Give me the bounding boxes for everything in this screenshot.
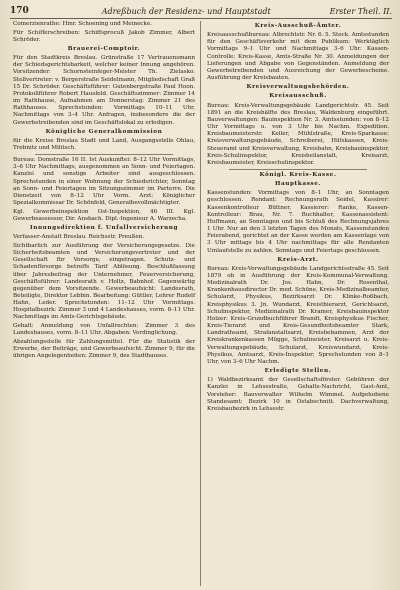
- part-label: Erster Theil. II.: [329, 6, 392, 16]
- section-heading: Kreisverwaltungsbehörden.: [246, 84, 350, 91]
- columns: [10, 21, 392, 586]
- paragraph: Bureau: Kreis-Verwaltungsgebäude Landgerichtsstraße 45. Seit 1879 ob in Ausführung der Kreis-Kommunal-Verwaltung. Medizinalrath Dr. Jos. Hahn, Dr. Rosenthal, Krankenhausdirector Dr. med. Schöne, Kreis-Medizinalbeamter, Schularzt, Physikus, Bezirksarzt Dr. Klinke-Roßbach, Kreisphysikus 3. Jn. Wundarzt, Kreisthierarzt, Gerichtsarzt, Schulinspektor, Medizinalrath Dr. Kramer, Kreisbauinspektor Holzer: Kreis-Grundbuchführer Brandt, Kreisphysikus Fischer, Kreis-Tierarzt und Kreis-Gesundheitsbeamter Stark, Landrathsamt, Strafanstaltsarzt, Kreishebammen, Arzt der Kreiskrankenkassen Mügge, Schulmeister, Kreisarzt u. Kreis-Verwaltungsgebäude, Schularzt, Kreiswundarzt, Kreis-Physikus, Amtsarzt, Kreis-Inspektor; Sprechstunden von 8–1 Uhr, von 3–6 Uhr Nachm.: [207, 265, 389, 365]
- paragraph: Kgl. Gewerbeinspektion Ost-Inspektion, 46 III. Kgl. Gewerbeassessor, Dir. Ansbach. Dipl.-Ingenieur A. Warzecha.: [13, 208, 195, 222]
- section-heading: Kreisausschuß.: [269, 93, 327, 100]
- paragraph: Für den Stadtkreis Breslau. Grünstraße 17 Vertrauensmann der Schiedsgerichtsbarkeit, welcher keiner Innung angehören. Vorsitzender: Schornsteinfeger-Meister Th. Zielasko. Stellvertreter: v. Bergerstraße Seidelmann, Mitgliedschaft Graß 15 Dr. Schröder. Geschäftsführer: Gutenbergstraße Paul Hoon. Protokollführer Robert Hausfeld. Geschäftszimmer: Zimmer 14 im Rathhause, Aufnahmen am Donnerstag: Zimmer 21 des Rathhauses. Sprechstunden: Vormittags 10–11 Uhr, Nachmittags von 3–4 Uhr. Anfragen, insbesondere die der Gewerbetreibenden sind im Geschäftslokal zu erledigen.: [13, 55, 195, 126]
- paragraph: für die Kreise Breslau Stadt und Land, Ausgangsstelle Ohlau, Trebnitz und Militsch.: [13, 137, 195, 151]
- paragraph: Verfasser-Anstalt Breslau. Reichsstr. Preußen.: [13, 234, 145, 241]
- section-heading: Brauerei-Comptoir.: [67, 45, 141, 52]
- section-heading: Königliche Generalkommission: [45, 128, 163, 135]
- paragraph: Bureau: Kreis-Verwaltungsgebäude Landgerichtstr. 45. Seit 1891 an die Kreishälfte des Breslau, Waldenburg eingeführt. Bauverwaltungen: Bauinspektion Nr. 3. Amtsstunden: von 8–12 Uhr Vormittags u. von 3 Uhr bis Nachm. Expedition. Kreisbaumeisterstr. Keller, Mühlstraße, Kreis-Sparkasse: Kreisverwaltungsgebäude, Schreiberei, Hilfskassen, Kreis-Steueramt und Kreisverwaltung, Kreisbahn, Kreisbauinspektor, Kreis-Schulinspektor, Kreisheilanstalt, Kreisarzt, Kreisbaumeister, Kreisschulinspektor.: [207, 102, 389, 166]
- section-divider: [35, 154, 173, 155]
- section-heading: Kreis-Ausschuß-Ämter.: [254, 23, 342, 29]
- paragraph: Gehalt: Anmeldung von Unfallrechten: Zimmer 3 des Landeshauses, vorm. 8–11 Uhr. Abgaben: Verdinglichung.: [13, 323, 195, 337]
- section-heading: Hauptkasse.: [274, 181, 322, 188]
- section-heading: Erledigte Stellen.: [264, 368, 332, 375]
- paragraph: Kassenstunden: Vormittags von 8–1 Uhr, an Sonntagen geschlossen. Rendant: Rechnungsrath Seidel, Kassirer: Kassenkontrolleur Büttner, Kassierer: Ranke, Kassen-Kontrolleur: Brau, Nr. 7. Buchhalter, Kassenassistent: Hoffmann, an Sonntagen und bis Schluß des Rechnungsjahres 1 Uhr. Nur an den 3 letzten Tagen des Monats, Kassenstunden Feierabend, gerichtet an der Kasse werden am Kassentage von 3 Uhr mittags bis 4 Uhr nachmittags für alle Rendanten Umlaufstelle zu zahlen. Sonntags und Feiertags geschlossen.: [207, 190, 389, 254]
- section-heading: Königl. Kreis-Kasse.: [259, 171, 337, 178]
- page-header: [10, 4, 392, 19]
- paragraph: 1) Waldbezirksamt der Gesellschaftsförster. Gebühren der Kanzlei in Lehsestraße, Gehalts-Nachricht, Gast-Amt, Vorsteher: Bauverwalter Wilhelm Wimmel. Aufgehobene Standesamt: Bezirk 10 in Ostabschnitt. Dachverwaltung, Kreisbaubezirk in Lehsestr.: [207, 377, 389, 412]
- running-title: Adreßbuch der Residenz- und Hauptstadt: [101, 6, 271, 16]
- right-column: [201, 21, 392, 586]
- paragraph: Comerzienrathe: Hinr. Schoening und Meinecke.: [13, 21, 152, 27]
- paragraph: Bureau: Domstraße 16 II. Ist Auskunftei: 8–12 Uhr Vormittags, 3–6 Uhr Nachmittags, ausgenommen an Sonn- und Feiertagen. Kanzlei und sonstige Arbeiter sind ausgeschlossen. Sprechstunden in einer Wohnung der Schiedsrichter, Sonntag an Sonn- und Feiertagen im Sitzungszimmer im Parterre. Die Dienstzeit von 8–12 Uhr Vorm. Arzt: Königlicher Spezialkommissar Dr. Schönfeld, Generalbevollmächtigter.: [13, 157, 195, 207]
- left-column: [10, 21, 201, 586]
- paragraph: Kreisausschußbureau: Albrechtstr. Nr. 6. 5. Stock. Amtsstunden für den Geschäftsverkehr mit dem Publikum: Werktäglich Vormittags 9–1 Uhr und Nachmittags 3–6 Uhr. Kassen-Controlle: Kreis-Kasse, Amts-Straße Nr. 30. Anmeldungen der Lieferungen und Abgabe von Gegenständen. Anmeldung der Gewerbetreibenden und Ausreichung der Gewerbescheine. Ausführung der Kreisbauten.: [207, 32, 389, 82]
- section-divider: [229, 169, 367, 170]
- paragraph: Für Schifferschreiben: Schiffsprocuß Jakob Zimmer, Albert Schröder.: [13, 29, 195, 43]
- page-number: 170: [10, 6, 29, 16]
- paragraph: Sichtbarlich zur Ausführung der Versicherungsgesetze. Die Sicherheitsbeamten und Versicherungsvertreter und der Gesellschaft für Vorsorge, eingetragen. Schutz- und Schadenfürsorge betreffs Tarif Ablösung. Beschlußfassung über Jahresbeitrag der Unternehmer, Feuerversicherung, Geschäftsführer: Landesrath v. Holtz, Bahnhof. Gegenwärtig gegenüber dem Vorsitzende. Gewerbeaufsicht: Landesrath, Beteiligte, Direktor Lebbin. Bearbeitung: Güttler, Lehrer Rudolf Hahn, Leder. Sprechstunden: 11–12 Uhr Vormittags. Hospitalbezirk: Zimmer 3 und 4 Landeshauses, vorm. 8–11 Uhr. Nachmittags im Amts-Gerichtsgebäude.: [13, 242, 195, 321]
- section-heading: Innungsdirektion f. Unfallversicherung: [29, 225, 179, 232]
- paragraph: Abzahlungsstelle für Zahlungsmittel. Für die Statistik der Erwerbe, der Beiträge, und Gewerbeaufsicht. Zimmer 9, für die übrigen Angelegenheiten: Zimmer 9, des Stadthauses.: [13, 338, 195, 360]
- section-heading: Kreis-Arzt.: [277, 256, 319, 263]
